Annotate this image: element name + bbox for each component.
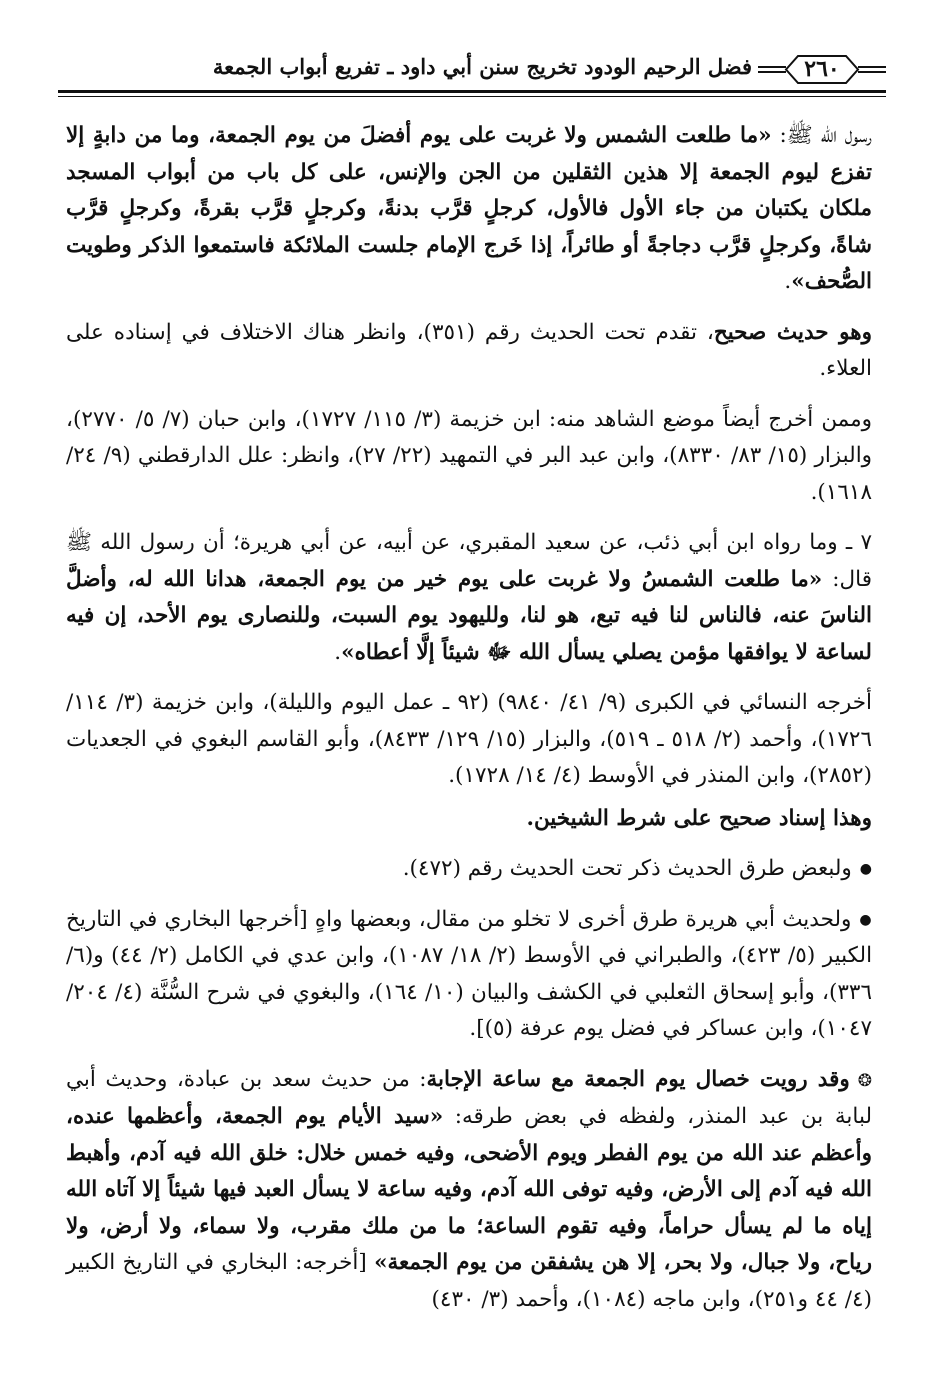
paragraph-p3	[66, 402, 872, 512]
text-segment: .	[334, 639, 342, 665]
paragraph-p2	[66, 315, 872, 388]
text-segment: ولبعض طرق الحديث ذكر تحت الحديث رقم (٤٧٢).	[402, 856, 852, 881]
text-segment: وقد رويت خصال يوم الجمعة مع ساعة الإجابة	[426, 1066, 850, 1092]
text-segment: وممن أخرج أيضاً موضع الشاهد منه: ابن خزيمة (٣/ ١١٥/ ١٧٢٧)، وابن حبان (٧/ ٥/ ٢٧٧٠)، والبزار (١٥/ ٨٣/ ٨٣٣٠)، وابن عبد البر في التمهيد (٢٢/ ٢٧)، وانظر: علل الدارقطني (٩/ ٢٤/ ١٦١٨).	[66, 406, 873, 505]
text-segment: [أخرجه: البخاري في التاريخ الكبير (٤/ ٤٤ و٢٥١)، وابن ماجه (١٠٨٤)، وأحمد (٣/ ٤٣٠)	[66, 1250, 872, 1312]
paragraph-p5	[66, 685, 872, 795]
text-segment: .	[784, 269, 792, 294]
text-segment: ٧ ـ وما رواه ابن أبي ذئب، عن سعيد المقبري، عن أبيه، عن أبي هريرة؛ أن رسول الله ﷺ قال:	[66, 530, 872, 592]
paragraph-p8	[66, 902, 872, 1048]
page-number: ٢٦٠	[804, 56, 840, 82]
paragraph-p4	[66, 525, 872, 671]
page-body	[66, 118, 872, 1332]
paragraph-p6	[66, 801, 872, 838]
text-segment: وهذا إسناد صحيح على شرط الشيخين.	[526, 805, 872, 831]
text-segment: ولحديث أبي هريرة طرق أخرى لا تخلو من مقال، وبعضها واهٍ [أخرجها البخاري في التاريخ الكبير (٥/ ٤٢٣)، والطبراني في الأوسط (٢/ ١٨/ ١٠٨٧)، وابن عدي في الكامل (٢/ ٤٤) و(٦/ ٣٣٦)، وأبو إسحاق الثعلبي في الكشف والبيان (١٠/ ١٦٤)، والبغوي في شرح السُّنَّة (٤/ ٢٠٤/ ١٠٤٧)، وابن عساكر في فضل يوم عرفة (٥)].	[66, 906, 873, 1041]
page-number-ornament	[758, 52, 886, 88]
text-segment: ، تقدم تحت الحديث رقم (٣٥١)، وانظر هناك الاختلاف في إسناده على العلاء.	[66, 319, 872, 381]
text-segment: «ما طلعت الشمس ولا غربت على يوم أفضلَ من يوم الجمعة، وما من دابةٍ إلا تفزع ليوم الجمعة إلا هذين الثقلين من الجن والإنس، على كل باب من أبواب المسجد ملكان يكتبان من جاء الأول فالأول، كرجلٍ قرَّب بدنةً، وكرجلٍ قرَّب بقرةً، وكرجلٍ قرَّب شاةً، وكرجلٍ قرَّب دجاجةً أو طائراً، إذا خَرج الإمام جلست الملائكة فاستمعوا الذكر وطويت الصُّحف»	[66, 123, 872, 294]
text-segment: «سيد الأيام يوم الجمعة، وأعظمها عنده، وأعظم عند الله من يوم الفطر ويوم الأضحى، وفيه خمس خلال: خلق الله فيه آدم، وأهبط الله فيه آدم إلى الأرض، وفيه توفى الله آدم، وفيه ساعة لا يسأل العبد فيها شيئاً إلا آتاه الله إياه ما لم يسأل حراماً، وفيه تقوم الساعة؛ ما من ملك مقرب، ولا سماء، ولا أرض، ولا رياح، ولا جبال، ولا بحر، إلا هن يشفقن من يوم الجمعة»	[66, 1104, 872, 1275]
text-segment: أخرجه النسائي في الكبرى (٩/ ٤١/ ٩٨٤٠) (٩٢ ـ عمل اليوم والليلة)، وابن خزيمة (٣/ ١١٤/ ١٧٢٦)، وأحمد (٢/ ٥١٨ ـ ٥١٩)، والبزار (١٥/ ١٢٩/ ٨٤٣٣)، وأبو القاسم البغوي في الجعديات (٢٨٥٢)، وابن المنذر في الأوسط (٤/ ١٤/ ١٧٢٨).	[66, 690, 873, 788]
text-segment: رسول الله ﷺ:	[771, 123, 872, 148]
text-segment: «ما طلعت الشمسُ ولا غربت على يوم خير من يوم الجمعة، هدانا الله له، وأضلَّ الناسَ عنه، فالناس لنا فيه تبع، هو لنا، ولليهود يوم السبت، وللنصارى يوم الأحد، إن فيه لساعة لا يوافقها مؤمن يصلي يسأل الله ﷻ شيئاً إلَّا أعطاه»	[66, 566, 872, 665]
paragraph-p7	[66, 851, 872, 888]
paragraph-p1	[66, 118, 872, 301]
text-segment: : من حديث سعد بن عبادة، وحديث أبي لبابة بن عبد المنذر، ولفظه في بعض طرقه:	[66, 1066, 872, 1129]
header-rule	[58, 90, 886, 93]
running-header	[58, 46, 886, 102]
header-title: فضل الرحيم الودود تخريج سنن أبي داود ـ تفريع أبواب الجمعة	[212, 54, 752, 79]
paragraph-p9	[66, 1062, 872, 1319]
text-segment: وهو حديث صحيح	[713, 319, 872, 345]
header-rule-thin	[58, 96, 886, 97]
